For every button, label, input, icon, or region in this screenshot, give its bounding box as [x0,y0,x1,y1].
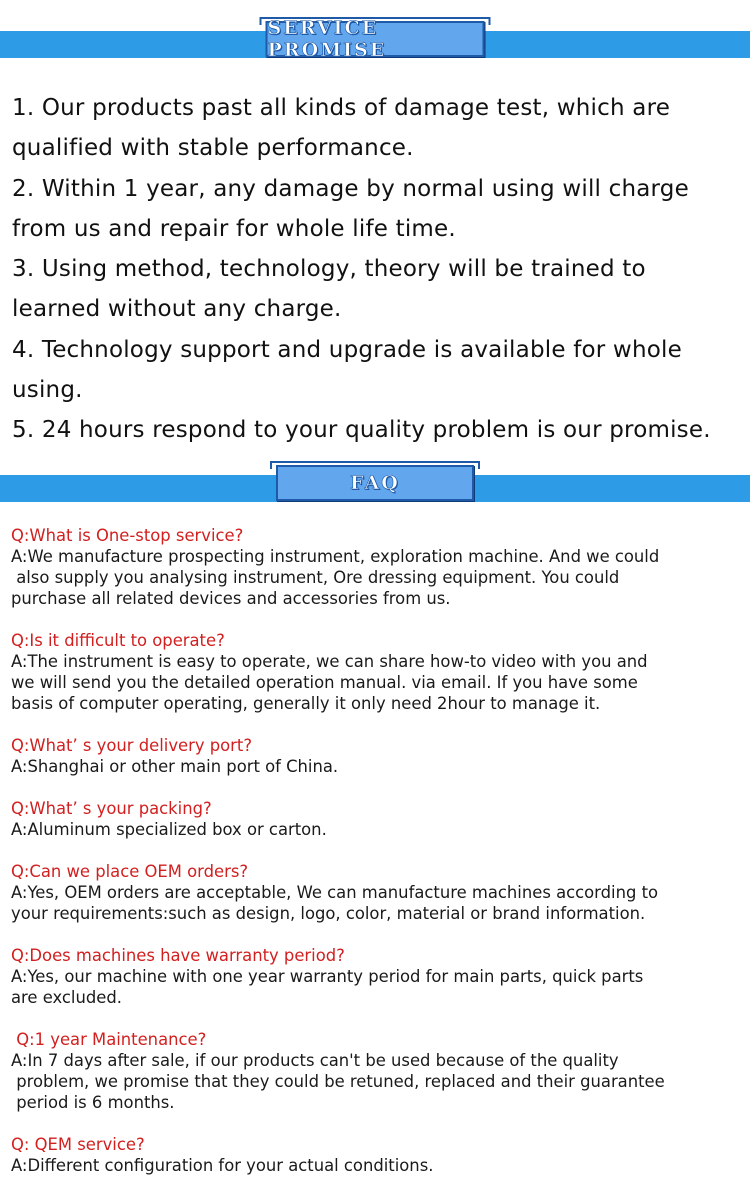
header-tab [266,17,485,61]
faq-question: Q: QEM service? [11,1135,145,1154]
faq-list [11,525,741,1176]
promise-line: 3. Using method, technology, theory will be trained to [12,256,646,283]
faq-answer-line: problem, we promise that they could be retuned, replaced and their guarantee [11,1072,665,1091]
faq-item [11,630,741,714]
faq-question: Q:Is it difficult to operate? [11,631,225,650]
faq-item [11,735,741,777]
faq-item [11,945,741,1008]
faq-answer-line: A:Different configuration for your actual conditions. [11,1156,434,1175]
faq-item [11,525,741,609]
promise-line: 4. Technology support and upgrade is available for whole [12,336,682,363]
promise-line: learned without any charge. [12,296,342,323]
faq-answer-line: also supply you analysing instrument, Ore dressing equipment. You could [11,568,620,587]
faq-question: Q:What’ s your delivery port? [11,736,253,755]
faq-answer-line: A:We manufacture prospecting instrument, exploration machine. And we could [11,547,660,566]
faq-answer-line: period is 6 months. [11,1093,175,1112]
promise-line: qualified with stable performance. [12,135,414,162]
faq-answer-line: A:Yes, OEM orders are acceptable, We can manufacture machines according to [11,883,659,902]
service-promise-list [12,88,746,451]
faq-question: Q:What’ s your packing? [11,799,212,818]
faq-item [11,798,741,840]
promise-line: 1. Our products past all kinds of damage test, which are [12,95,671,121]
faq-answer-line: A:The instrument is easy to operate, we can share how-to video with you and [11,652,648,671]
faq-answer-line: A:Yes, our machine with one year warranty period for main parts, quick parts [11,967,644,986]
faq-question: Q:Can we place OEM orders? [11,862,249,881]
promise-line: 5. 24 hours respond to your quality problem is our promise. [12,417,711,444]
section-title: SERVICE PROMISE [267,17,387,61]
section-title: FAQ [350,472,400,494]
faq-item [11,1134,741,1176]
faq-answer-line: basis of computer operating, generally it only need 2hour to manage it. [11,694,601,713]
faq-item [11,1029,741,1113]
faq-question: Q:What is One-stop service? [11,526,244,545]
faq-question: Q:1 year Maintenance? [11,1030,207,1049]
header-tab [276,465,474,501]
faq-answer-line: A:In 7 days after sale, if our products can't be used because of the quality [11,1051,619,1070]
faq-answer-line: purchase all related devices and accessories from us. [11,589,451,608]
faq-answer-line: we will send you the detailed operation manual. via email. If you have some [11,673,638,692]
faq-item [11,861,741,924]
faq-answer-line: A:Shanghai or other main port of China. [11,757,339,776]
service-promise-header [0,17,750,77]
faq-answer-line: A:Aluminum specialized box or carton. [11,820,327,839]
faq-header [0,461,750,521]
promise-line: using. [12,377,83,404]
faq-answer-line: are excluded. [11,988,122,1007]
promise-line: 2. Within 1 year, any damage by normal using will charge [12,175,689,202]
faq-question: Q:Does machines have warranty period? [11,946,345,965]
faq-answer-line: your requirements:such as design, logo, color, material or brand information. [11,904,646,923]
promise-line: from us and repair for whole life time. [12,215,456,242]
